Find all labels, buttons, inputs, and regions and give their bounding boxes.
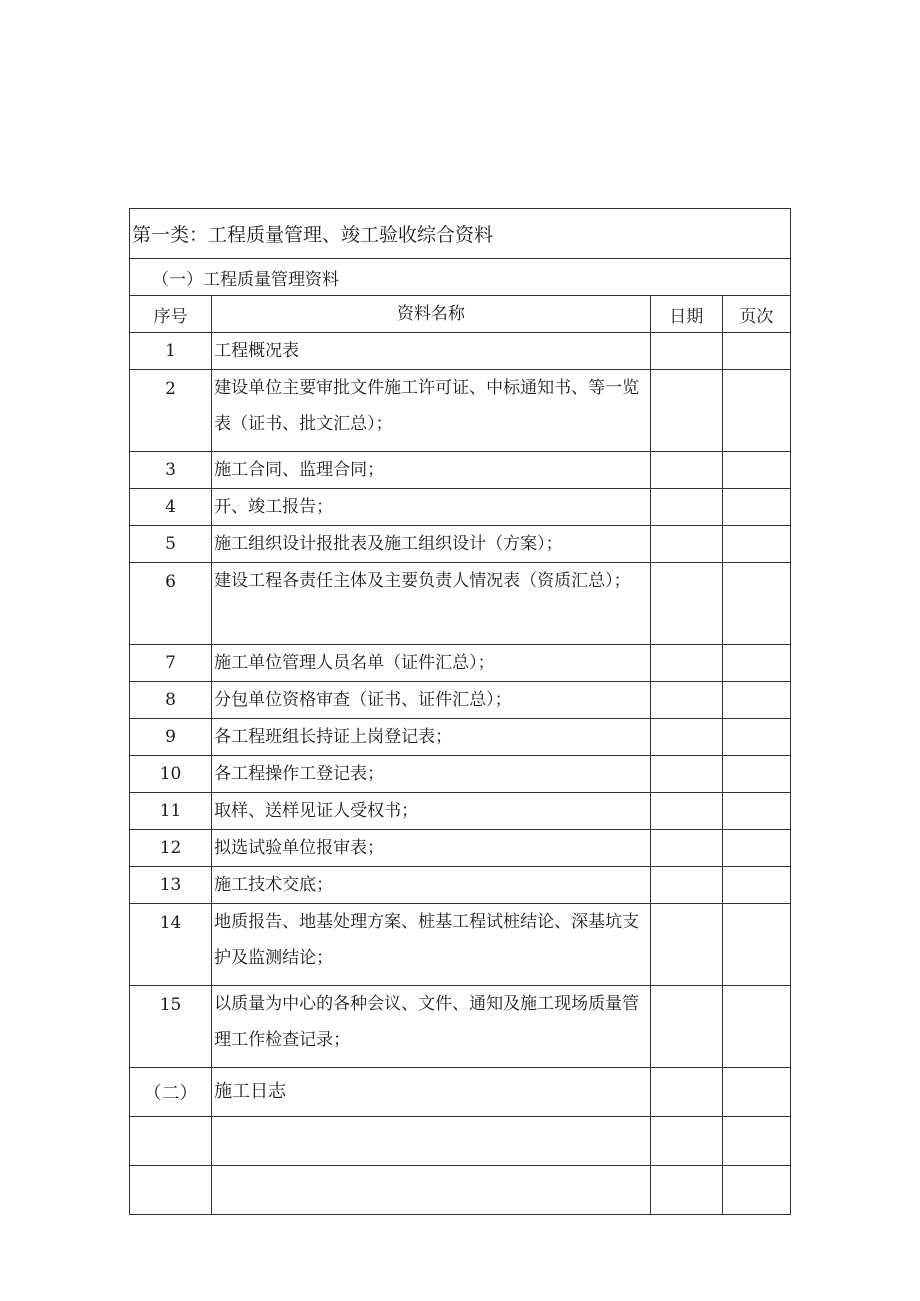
- row-date: [650, 526, 722, 563]
- row-page: [722, 333, 790, 370]
- row-name: 施工组织设计报批表及施工组织设计（方案）；: [212, 526, 651, 563]
- table-row: [130, 370, 791, 452]
- row-date: [650, 563, 722, 645]
- table-row: [130, 526, 791, 563]
- row-page: [722, 452, 790, 489]
- row-name: 施工单位管理人员名单（证件汇总）；: [212, 645, 651, 682]
- table-row: [130, 986, 791, 1068]
- row-date: [650, 1068, 722, 1117]
- row-name: 施工技术交底；: [212, 867, 651, 904]
- row-page: [722, 756, 790, 793]
- row-seq: 1: [130, 333, 212, 370]
- table-row: [130, 452, 791, 489]
- row-page: [722, 526, 790, 563]
- row-date: [650, 489, 722, 526]
- row-name: 以质量为中心的各种会议、文件、通知及施工现场质量管理工作检查记录；: [212, 986, 651, 1068]
- row-seq: 12: [130, 830, 212, 867]
- row-page: [722, 719, 790, 756]
- row-seq: 14: [130, 904, 212, 986]
- row-page: [722, 370, 790, 452]
- row-date: [650, 370, 722, 452]
- table-row: [130, 867, 791, 904]
- row-date: [650, 756, 722, 793]
- row-page: [722, 986, 790, 1068]
- row-date: [650, 682, 722, 719]
- document-table: [129, 208, 791, 1215]
- header-row: [130, 296, 791, 333]
- row-seq: 7: [130, 645, 212, 682]
- row-name: 开、竣工报告；: [212, 489, 651, 526]
- blank-row: [130, 1117, 791, 1166]
- row-seq: 2: [130, 370, 212, 452]
- row-page: [722, 867, 790, 904]
- row-date: [650, 793, 722, 830]
- row-page: [722, 682, 790, 719]
- row-seq: 11: [130, 793, 212, 830]
- table-row: [130, 793, 791, 830]
- row-seq: 8: [130, 682, 212, 719]
- row-date: [650, 986, 722, 1068]
- section-name: 施工日志: [212, 1068, 651, 1117]
- document-title: 第一类：工程质量管理、竣工验收综合资料: [130, 209, 791, 259]
- row-name: 各工程操作工登记表；: [212, 756, 651, 793]
- table-row: [130, 904, 791, 986]
- row-name: 地质报告、地基处理方案、桩基工程试桩结论、深基坑支护及监测结论；: [212, 904, 651, 986]
- row-page: [722, 489, 790, 526]
- section-heading: （一）工程质量管理资料: [130, 259, 791, 296]
- header-name: 资料名称: [212, 296, 651, 333]
- row-seq: 10: [130, 756, 212, 793]
- row-name: 施工合同、监理合同；: [212, 452, 651, 489]
- row-name: 分包单位资格审查（证书、证件汇总）；: [212, 682, 651, 719]
- row-page: [722, 563, 790, 645]
- row-seq: 6: [130, 563, 212, 645]
- row-seq: 3: [130, 452, 212, 489]
- table-row: [130, 830, 791, 867]
- row-seq: 4: [130, 489, 212, 526]
- row-date: [650, 333, 722, 370]
- row-page: [722, 1068, 790, 1117]
- section-row: [130, 1068, 791, 1117]
- row-date: [650, 830, 722, 867]
- header-date: 日期: [650, 296, 722, 333]
- row-date: [650, 719, 722, 756]
- row-page: [722, 645, 790, 682]
- row-date: [650, 867, 722, 904]
- table-row: [130, 719, 791, 756]
- table-row: [130, 333, 791, 370]
- row-page: [722, 904, 790, 986]
- row-name: 拟选试验单位报审表；: [212, 830, 651, 867]
- row-seq: 9: [130, 719, 212, 756]
- row-seq: 5: [130, 526, 212, 563]
- row-name: 各工程班组长持证上岗登记表；: [212, 719, 651, 756]
- table-row: [130, 682, 791, 719]
- row-date: [650, 904, 722, 986]
- blank-row: [130, 1166, 791, 1215]
- table-row: [130, 756, 791, 793]
- row-name: 建设工程各责任主体及主要负责人情况表（资质汇总）；: [212, 563, 651, 645]
- row-date: [650, 645, 722, 682]
- row-name: 工程概况表: [212, 333, 651, 370]
- row-name: 建设单位主要审批文件施工许可证、中标通知书、等一览表（证书、批文汇总）；: [212, 370, 651, 452]
- row-page: [722, 830, 790, 867]
- row-seq: 15: [130, 986, 212, 1068]
- header-seq: 序号: [130, 296, 212, 333]
- header-page: 页次: [722, 296, 790, 333]
- row-name: 取样、送样见证人受权书；: [212, 793, 651, 830]
- section-seq: （二）: [130, 1068, 212, 1117]
- row-page: [722, 793, 790, 830]
- row-date: [650, 452, 722, 489]
- table-row: [130, 563, 791, 645]
- subtitle-row: [130, 259, 791, 296]
- table-row: [130, 645, 791, 682]
- table-row: [130, 489, 791, 526]
- title-row: [130, 209, 791, 259]
- row-seq: 13: [130, 867, 212, 904]
